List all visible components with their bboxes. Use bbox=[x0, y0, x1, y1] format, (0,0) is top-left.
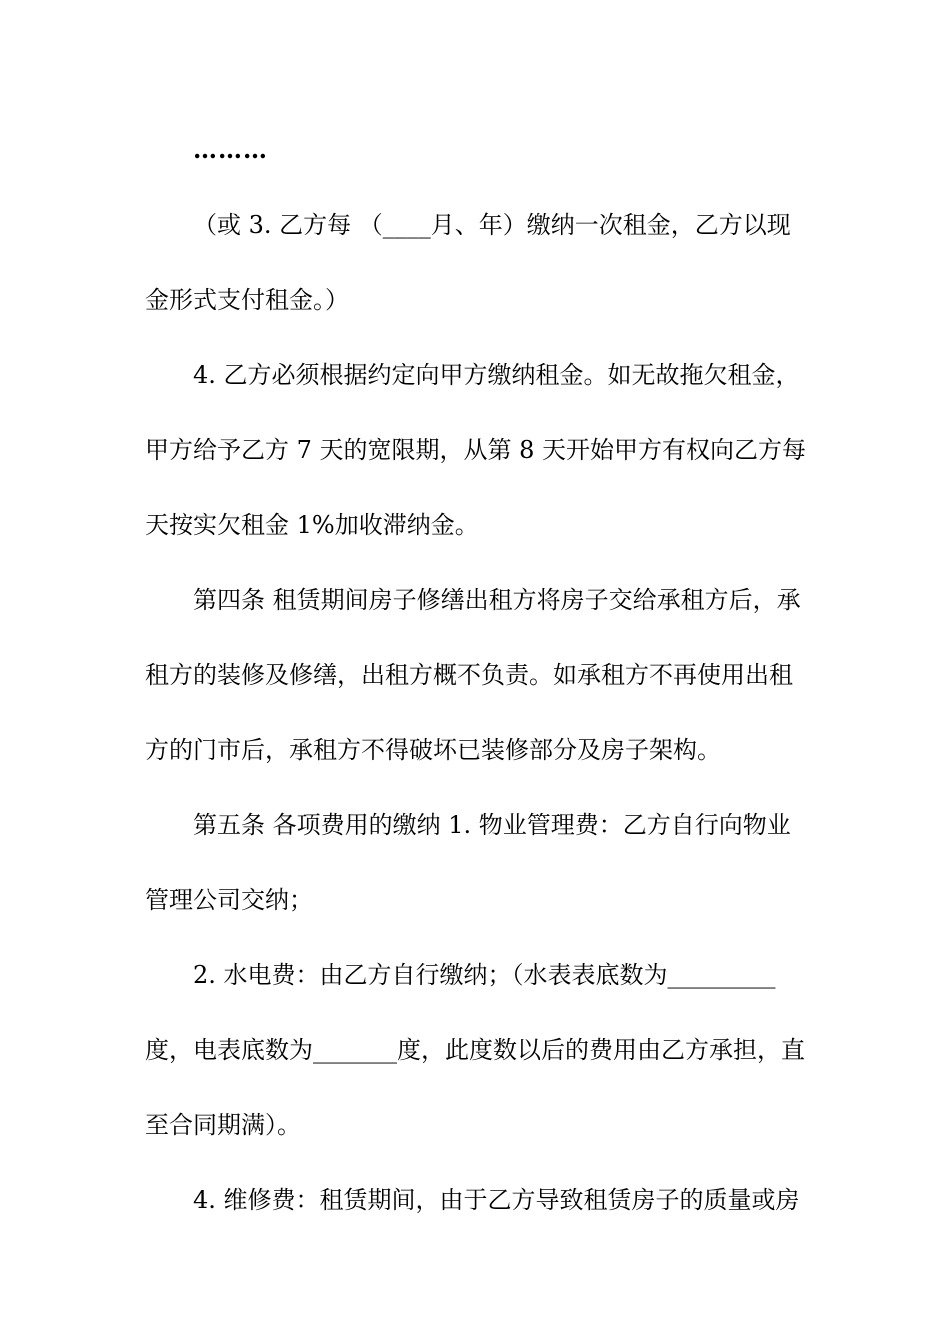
paragraph-line: 至合同期满）。 bbox=[145, 1111, 301, 1139]
ellipsis-line: ……… bbox=[193, 135, 268, 164]
paragraph-line: 天按实欠租金 1%加收滞纳金。 bbox=[145, 511, 479, 539]
paragraph-line: 金形式支付租金。） bbox=[145, 286, 349, 314]
paragraph-line: 4. 乙方必须根据约定向甲方缴纳租金。如无故拖欠租金， bbox=[193, 361, 800, 389]
paragraph-line: 度，电表底数为_______度，此度数以后的费用由乙方承担，直 bbox=[145, 1036, 805, 1064]
paragraph-line: 2. 水电费：由乙方自行缴纳；（水表表底数为_________ bbox=[193, 961, 776, 989]
paragraph-line: （或 3. 乙方每 （____月、年）缴纳一次租金，乙方以现 bbox=[193, 211, 791, 239]
paragraph-line: 4. 维修费：租赁期间，由于乙方导致租赁房子的质量或房 bbox=[193, 1186, 800, 1214]
paragraph-line: 方的门市后，承租方不得破坏已装修部分及房子架构。 bbox=[145, 736, 721, 764]
paragraph-line: 第五条 各项费用的缴纳 1. 物业管理费：乙方自行向物业 bbox=[193, 811, 791, 839]
paragraph-line: 租方的装修及修缮，出租方概不负责。如承租方不再使用出租 bbox=[145, 661, 793, 689]
paragraph-line: 甲方给予乙方 7 天的宽限期，从第 8 天开始甲方有权向乙方每 bbox=[145, 436, 807, 464]
paragraph-line: 第四条 租赁期间房子修缮出租方将房子交给承租方后，承 bbox=[193, 586, 801, 614]
paragraph-line: 管理公司交纳； bbox=[145, 886, 313, 914]
